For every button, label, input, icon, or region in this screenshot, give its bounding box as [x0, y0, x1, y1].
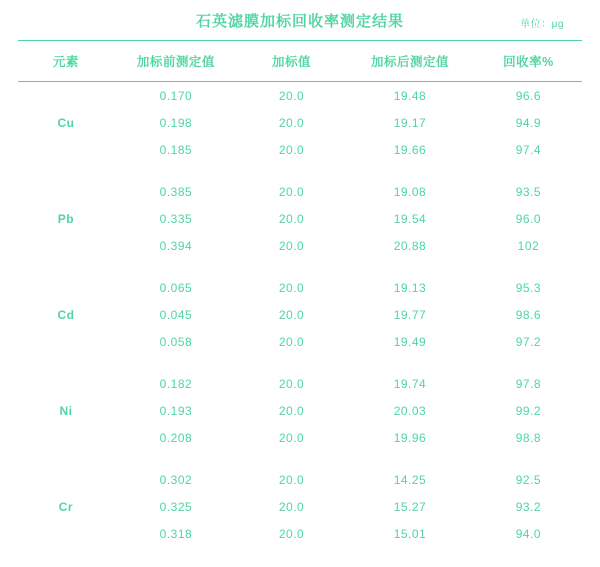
cell-post-value: 19.77	[393, 307, 427, 322]
element-label: Cu	[57, 115, 75, 130]
cell-post-value: 19.48	[393, 88, 427, 103]
cell-pre-value: 0.385	[159, 184, 193, 199]
cell-recovery: 95.3	[515, 280, 542, 295]
column-header-recovery: 回收率%	[503, 55, 554, 69]
table-row	[18, 274, 582, 301]
cell-pre-value: 0.193	[159, 403, 193, 418]
cell-post-value: 19.54	[393, 211, 427, 226]
cell-post-value: 15.27	[393, 499, 427, 514]
cell-spike-value: 20.0	[278, 115, 305, 130]
cell-spike-value: 20.0	[278, 142, 305, 157]
cell-pre-value: 0.182	[159, 376, 193, 391]
element-label: Ni	[59, 403, 73, 418]
cell-pre-value: 0.302	[159, 472, 193, 487]
cell-pre-value: 0.394	[159, 238, 193, 253]
column-header-spike-value: 加标值	[272, 55, 312, 69]
cell-spike-value: 20.0	[278, 334, 305, 349]
cell-recovery: 97.4	[515, 142, 542, 157]
cell-spike-value: 20.0	[278, 280, 305, 295]
cell-recovery: 96.6	[515, 88, 542, 103]
column-header-pre-value: 加标前测定值	[136, 55, 215, 69]
cell-pre-value: 0.208	[159, 430, 193, 445]
table-row	[18, 370, 582, 397]
table-body	[18, 82, 582, 548]
cell-spike-value: 20.0	[278, 88, 305, 103]
cell-recovery: 93.5	[515, 184, 542, 199]
cell-post-value: 19.66	[393, 142, 427, 157]
cell-spike-value: 20.0	[278, 238, 305, 253]
cell-recovery: 92.5	[515, 472, 542, 487]
column-header-post-value: 加标后测定值	[370, 55, 449, 69]
table-row	[18, 466, 582, 493]
cell-recovery: 102	[517, 238, 540, 253]
cell-post-value: 15.01	[393, 526, 427, 541]
cell-recovery: 94.9	[515, 115, 542, 130]
cell-pre-value: 0.325	[159, 499, 193, 514]
cell-recovery: 99.2	[515, 403, 542, 418]
cell-recovery: 98.6	[515, 307, 542, 322]
cell-post-value: 20.88	[393, 238, 427, 253]
cell-spike-value: 20.0	[278, 499, 305, 514]
cell-pre-value: 0.058	[159, 334, 193, 349]
cell-pre-value: 0.185	[159, 142, 193, 157]
table-header-row	[18, 41, 582, 82]
cell-pre-value: 0.065	[159, 280, 193, 295]
element-label: Pb	[57, 211, 75, 226]
cell-spike-value: 20.0	[278, 526, 305, 541]
recovery-results-table	[18, 40, 582, 547]
cell-post-value: 19.08	[393, 184, 427, 199]
cell-spike-value: 20.0	[278, 307, 305, 322]
table-row	[18, 178, 582, 205]
title-row	[18, 0, 582, 40]
cell-spike-value: 20.0	[278, 211, 305, 226]
element-label: Cr	[58, 499, 74, 514]
cell-spike-value: 20.0	[278, 403, 305, 418]
page-title: 石英滤膜加标回收率测定结果	[195, 12, 404, 30]
cell-spike-value: 20.0	[278, 184, 305, 199]
cell-recovery: 98.8	[515, 430, 542, 445]
cell-post-value: 14.25	[393, 472, 427, 487]
cell-spike-value: 20.0	[278, 430, 305, 445]
cell-spike-value: 20.0	[278, 472, 305, 487]
cell-post-value: 19.49	[393, 334, 427, 349]
cell-post-value: 19.17	[393, 115, 427, 130]
cell-post-value: 19.13	[393, 280, 427, 295]
group-spacer	[18, 163, 582, 178]
cell-recovery: 94.0	[515, 526, 542, 541]
unit-note: 单位：μg	[520, 19, 564, 30]
group-spacer	[18, 355, 582, 370]
table-row	[18, 82, 582, 110]
cell-post-value: 19.96	[393, 430, 427, 445]
group-spacer	[18, 259, 582, 274]
cell-post-value: 20.03	[393, 403, 427, 418]
cell-pre-value: 0.170	[159, 88, 193, 103]
group-spacer	[18, 451, 582, 466]
cell-recovery: 93.2	[515, 499, 542, 514]
element-label: Cd	[57, 307, 75, 322]
cell-pre-value: 0.198	[159, 115, 193, 130]
cell-pre-value: 0.045	[159, 307, 193, 322]
cell-recovery: 97.2	[515, 334, 542, 349]
cell-spike-value: 20.0	[278, 376, 305, 391]
cell-pre-value: 0.318	[159, 526, 193, 541]
cell-pre-value: 0.335	[159, 211, 193, 226]
cell-post-value: 19.74	[393, 376, 427, 391]
cell-recovery: 97.8	[515, 376, 542, 391]
column-header-element: 元素	[52, 55, 79, 69]
cell-recovery: 96.0	[515, 211, 542, 226]
